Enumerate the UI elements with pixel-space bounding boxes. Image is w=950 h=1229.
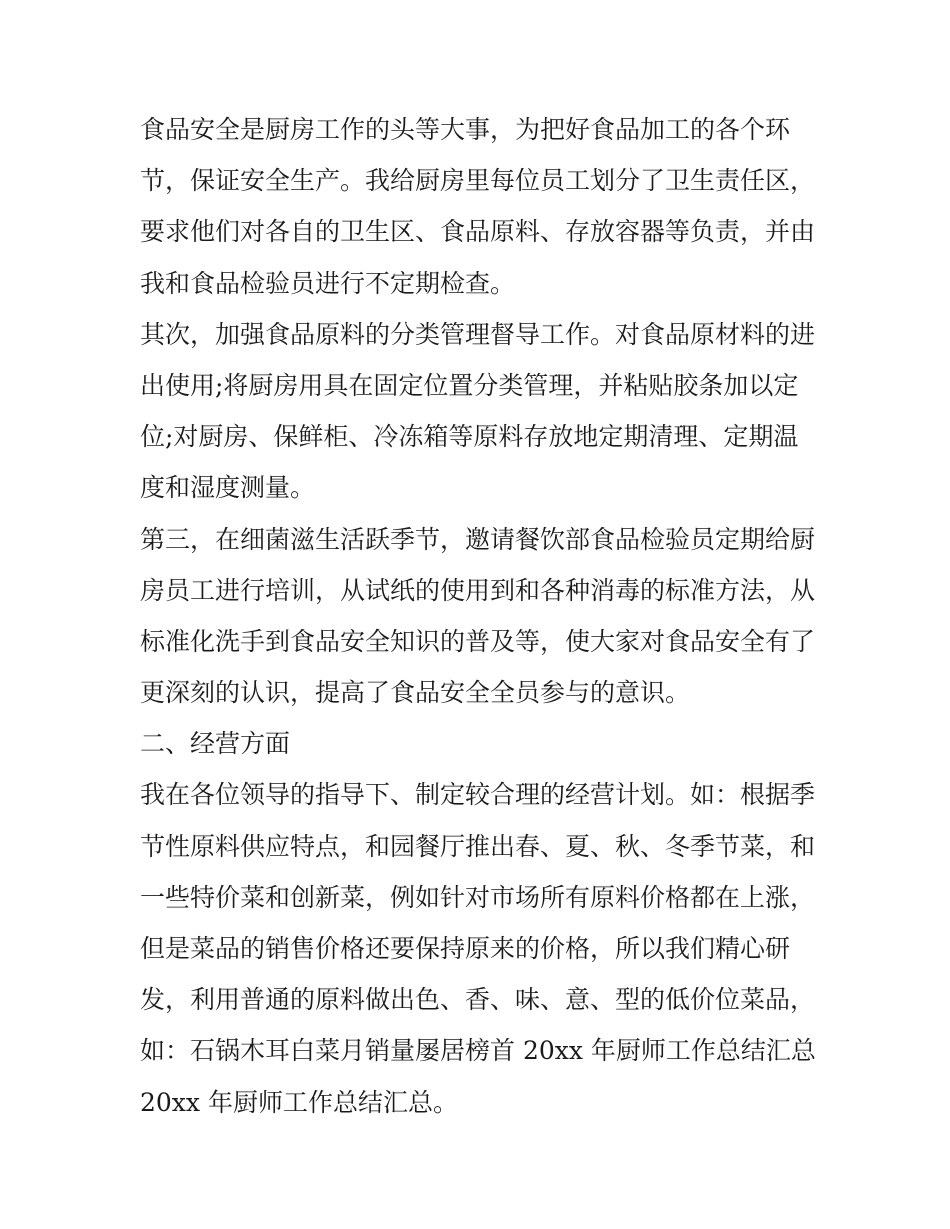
text-line: 出使用;将厨房用具在固定位置分类管理，并粘贴胶条加以定 [140, 370, 799, 400]
text-line: 如：石锅木耳白菜月销量屡居榜首 20xx 年厨师工作总结汇总 [140, 1036, 816, 1066]
body-text [140, 104, 820, 1128]
text-line: 房员工进行培训，从试纸的使用到和各种消毒的标准方法，从 [140, 575, 816, 605]
text-line: 食品安全是厨房工作的头等大事，为把好食品加工的各个环 [140, 115, 791, 144]
text-line: 节性原料供应特点，和园餐厅推出春、夏、秋、冬季节菜，和 [140, 831, 816, 861]
text-line: 20xx 年厨师工作总结汇总。 [140, 1087, 458, 1117]
text-line: 更深刻的认识，提高了食品安全全员参与的意识。 [140, 678, 691, 708]
section-heading: 二、经营方面 [140, 729, 291, 759]
text-line: 位;对厨房、保鲜柜、冷冻箱等原料存放地定期清理、定期温 [140, 422, 799, 452]
text-line: 要求他们对各自的卫生区、食品原料、存放容器等负责，并由 [140, 217, 816, 247]
text-line: 度和湿度测量。 [140, 473, 316, 503]
text-line: 但是菜品的销售价格还要保持原来的价格，所以我们精心研 [140, 934, 791, 963]
text-line: 我在各位领导的指导下、制定较合理的经营计划。如：根据季 [140, 780, 816, 810]
text-line: 其次，加强食品原料的分类管理督导工作。对食品原材料的进 [140, 319, 816, 349]
text-line: 我和食品检验员进行不定期检查。 [140, 268, 516, 298]
text-line: 标准化洗手到食品安全知识的普及等，使大家对食品安全有了 [140, 626, 816, 656]
text-line: 节，保证安全生产。我给厨房里每位员工划分了卫生责任区， [140, 166, 816, 196]
text-line: 一些特价菜和创新菜，例如针对市场所有原料价格都在上涨， [140, 882, 816, 912]
text-line: 发，利用普通的原料做出色、香、味、意、型的低价位菜品， [140, 985, 816, 1015]
text-line: 第三，在细菌滋生活跃季节，邀请餐饮部食品检验员定期给厨 [140, 524, 816, 554]
